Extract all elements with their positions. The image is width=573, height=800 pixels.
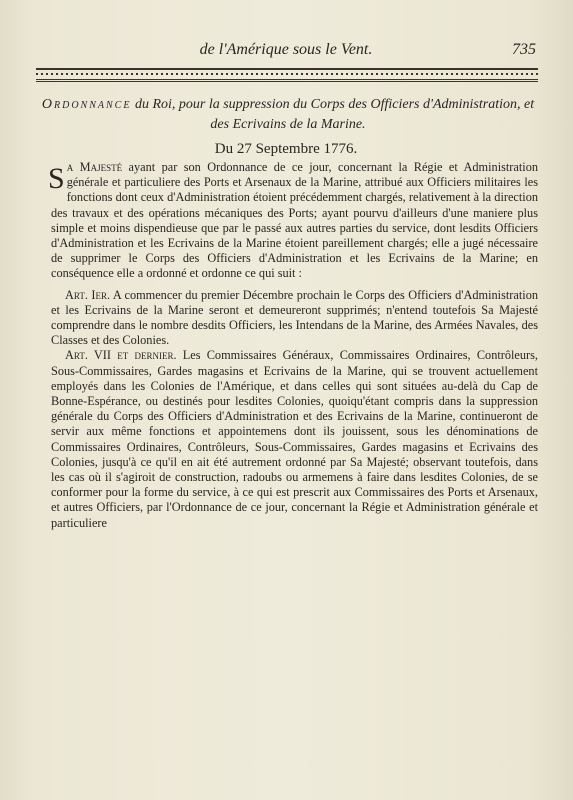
ordinance-title-rest: du Roi, pour la suppression du Corps des Officiers d'Administration, et des Ecrivains de la Marine. <box>131 97 535 132</box>
ornamental-rule <box>36 68 538 82</box>
ordinance-title-lead: Ordonnance <box>41 97 132 112</box>
preamble-text: ayant par son Ordonnance de ce jour, concernant la Régie et Administration générale et particuliere des Ports et Arsenaux de la Marine, attribué aux Officiers militaires les fonctions dont ceux d'Administration étoient précédemment chargés, relativement à la direction des travaux et des opérations mécaniques des Ports; ayant pourvu d'ailleurs d'une maniere plus simple et moins dispendieuse que par le passé aux autres parties du service, dont lesdits Officiers d'Administration et les Ecrivains de la Marine étoient pareillement chargés; elle a jugé nécessaire de supprimer le Corps des Officiers d'Administration et les Ecrivains de la Marine; en conséquence elle a ordonné et ordonne ce qui suit : <box>51 160 538 281</box>
document-body <box>48 160 538 531</box>
article-1-text: A commencer du premier Décembre prochain le Corps des Officiers d'Administration et les Ecrivains de la Marine seront et demeureront supprimés; n'entend toutefois Sa Majesté comprendre dans le nombre desdits Officiers, les Intendans de la Marine, des Armées Navales, des Classes et des Colonies. <box>51 287 538 348</box>
running-title: de l'Amérique sous le Vent. <box>199 41 373 58</box>
paragraph-article-1 <box>51 288 538 349</box>
ordinance-title <box>40 95 536 135</box>
page-number: 735 <box>512 41 536 58</box>
paragraph-article-7 <box>51 348 538 530</box>
article-1-lead: Art. Ier. <box>65 287 111 302</box>
preamble-smallcaps: a Majesté <box>66 160 123 174</box>
article-7-lead: Art. VII et dernier. <box>65 348 177 363</box>
drop-capital: S <box>48 162 65 195</box>
ordinance-date: Du 27 Septembre 1776. <box>214 141 358 157</box>
running-head <box>36 41 536 61</box>
paragraph-preamble <box>48 160 538 282</box>
article-7-text: Les Commissaires Généraux, Commissaires Ordinaires, Contrôleurs, Sous-Commissaires, Gardes magasins et Ecrivains de la Marine, qui se trouvent actuellement employés dans les Colonies de l'Amérique, et dans celles qui sont situées au-delà du Cap de Bonne-Espérance, ou destinés pour lesdites Colonies, quoiqu'étant compris dans la suppression générale du Corps des Officiers d'Administration et des Ecrivains de la Marine, continueront de servir aux même fonctions et appointemens dont ils jouissent, sous les dénominations de Commissaires Ordinaires, Contrôleurs, Sous-Commissaires, Gardes magasins et Ecrivains des Colonies, jusqu'à ce qu'il en ait été autrement ordonné par Sa Majesté; observant toutefois, dans les cas où il s'agiroit de construction, radoubs ou armemens à faire dans lesdites Colonies, de se conformer pour la forme du service, à ce qui est prescrit aux Commissaires des Ports et Arsenaux, et autres Officiers, par l'Ordonnance de ce jour, concernant la Régie et Administration générale et particuliere <box>51 348 538 530</box>
